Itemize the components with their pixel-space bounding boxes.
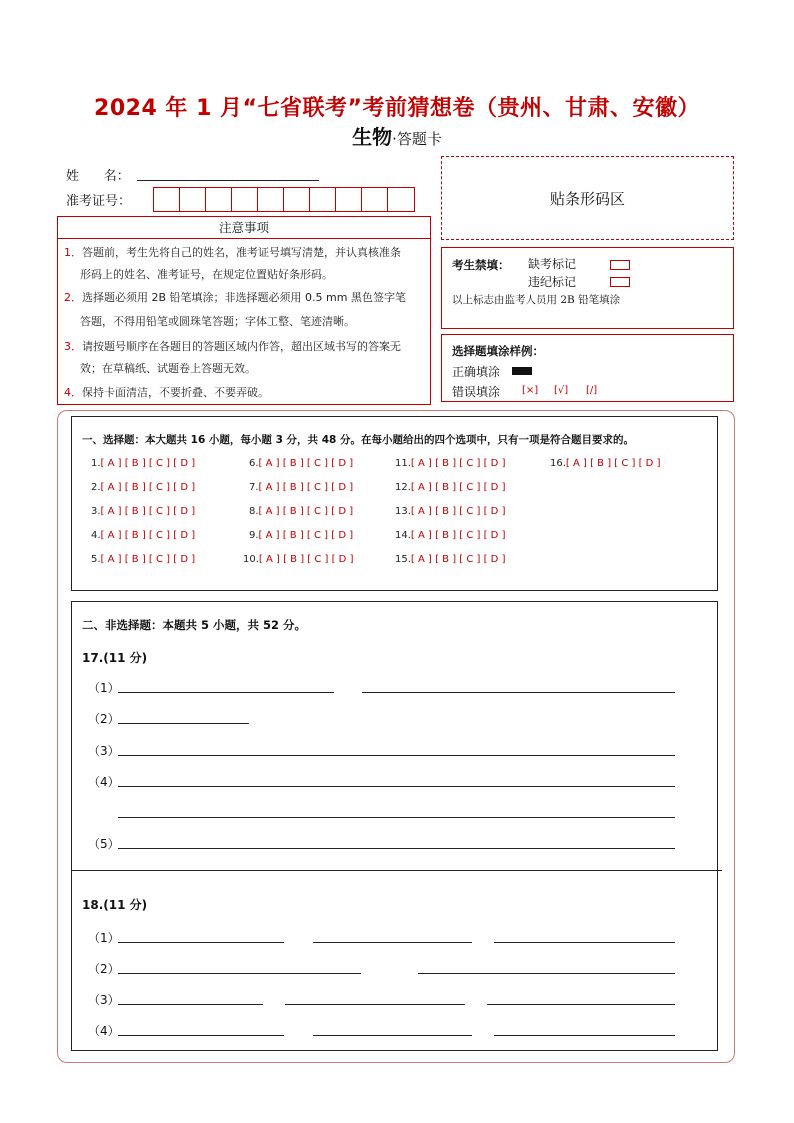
name-label: 姓 名： bbox=[66, 169, 130, 184]
notice-line: 2．选择题必须用 2B 铅笔填涂；非选择题必须用 0.5 mm 黑色签字笔 bbox=[64, 291, 406, 304]
question-number: 15. bbox=[395, 554, 411, 565]
answer-line[interactable] bbox=[118, 692, 334, 693]
answer-line[interactable] bbox=[494, 1035, 675, 1036]
barcode-area: 贴条形码区 bbox=[441, 156, 734, 240]
proctor-marks-panel bbox=[441, 247, 734, 329]
answer-bubbles[interactable]: [ A ] [ B ] [ C ] [ D ] bbox=[258, 530, 354, 541]
q17-part-label: （5） bbox=[88, 837, 120, 851]
q18-part-label: （1） bbox=[88, 931, 120, 945]
answer-line[interactable] bbox=[118, 1035, 284, 1036]
answer-line[interactable] bbox=[487, 1004, 675, 1005]
choice-question[interactable] bbox=[243, 554, 353, 565]
id-digit-box[interactable] bbox=[310, 188, 336, 211]
choice-question[interactable] bbox=[249, 482, 353, 493]
answer-bubbles[interactable]: [ A ] [ B ] [ C ] [ D ] bbox=[258, 554, 354, 565]
answer-line[interactable] bbox=[313, 1035, 472, 1036]
absent-checkbox[interactable] bbox=[610, 260, 630, 270]
free-response-section bbox=[71, 601, 718, 1051]
marks-note: 以上标志由监考人员用 2B 铅笔填涂 bbox=[452, 294, 621, 306]
choice-question[interactable] bbox=[395, 530, 505, 541]
question-number: 5. bbox=[91, 554, 101, 565]
page-title: 2024 年 1 月“七省联考”考前猜想卷（贵州、甘肃、安徽） bbox=[94, 96, 700, 121]
wrong-sample-2: [√] bbox=[554, 385, 569, 396]
choice-section bbox=[71, 416, 718, 591]
answer-line[interactable] bbox=[362, 692, 675, 693]
answer-bubbles[interactable]: [ A ] [ B ] [ C ] [ D ] bbox=[100, 458, 196, 469]
id-digit-box[interactable] bbox=[284, 188, 310, 211]
choice-question[interactable] bbox=[249, 506, 353, 517]
answer-line[interactable] bbox=[494, 942, 675, 943]
absent-label: 缺考标记 bbox=[528, 257, 577, 271]
answer-line[interactable] bbox=[118, 942, 284, 943]
id-digit-box[interactable] bbox=[154, 188, 180, 211]
answer-bubbles[interactable]: [ A ] [ B ] [ C ] [ D ] bbox=[258, 506, 354, 517]
id-digit-box[interactable] bbox=[232, 188, 258, 211]
answer-line[interactable] bbox=[313, 942, 472, 943]
answer-bubbles[interactable]: [ A ] [ B ] [ C ] [ D ] bbox=[100, 482, 196, 493]
question-divider bbox=[72, 870, 722, 871]
id-digit-box[interactable] bbox=[362, 188, 388, 211]
free-section-title: 二、非选择题：本题共 5 小题，共 52 分。 bbox=[82, 618, 307, 632]
answer-line[interactable] bbox=[118, 723, 249, 724]
wrong-label: 错误填涂 bbox=[452, 385, 501, 399]
wrong-sample-1: [×] bbox=[522, 385, 539, 396]
answer-line[interactable] bbox=[118, 817, 675, 818]
answer-line[interactable] bbox=[118, 848, 675, 849]
question-number: 14. bbox=[395, 530, 411, 541]
choice-question[interactable] bbox=[395, 482, 505, 493]
q17-label: 17.(11 分) bbox=[82, 651, 148, 665]
choice-question[interactable] bbox=[91, 530, 195, 541]
subject-suffix: ·答题卡 bbox=[392, 130, 442, 148]
id-digit-box[interactable] bbox=[206, 188, 232, 211]
notice-line: 效；在草稿纸、试题卷上答题无效。 bbox=[80, 362, 256, 375]
q17-part-label: （3） bbox=[88, 744, 120, 758]
answer-bubbles[interactable]: [ A ] [ B ] [ C ] [ D ] bbox=[258, 458, 354, 469]
answer-bubbles[interactable]: [ A ] [ B ] [ C ] [ D ] bbox=[100, 506, 196, 517]
answer-bubbles[interactable]: [ A ] [ B ] [ C ] [ D ] bbox=[100, 554, 196, 565]
sample-title: 选择题填涂样例： bbox=[452, 344, 544, 358]
answer-line[interactable] bbox=[118, 755, 675, 756]
q17-part-label: （2） bbox=[88, 712, 120, 726]
violation-checkbox[interactable] bbox=[610, 277, 630, 287]
choice-question[interactable] bbox=[91, 506, 195, 517]
answer-bubbles[interactable]: [ A ] [ B ] [ C ] [ D ] bbox=[100, 530, 196, 541]
fill-sample-panel bbox=[441, 334, 734, 402]
exam-id-boxes[interactable] bbox=[153, 187, 415, 212]
q18-part-label: （3） bbox=[88, 993, 120, 1007]
notice-heading: 注意事项 bbox=[58, 217, 430, 239]
answer-line[interactable] bbox=[118, 1004, 263, 1005]
choice-question[interactable] bbox=[395, 458, 505, 469]
question-number: 3. bbox=[91, 506, 101, 517]
violation-label: 违纪标记 bbox=[528, 275, 577, 289]
correct-label: 正确填涂 bbox=[452, 365, 501, 379]
question-number: 10. bbox=[243, 554, 259, 565]
choice-question[interactable] bbox=[91, 554, 195, 565]
question-number: 2. bbox=[91, 482, 101, 493]
name-field[interactable] bbox=[137, 180, 319, 181]
question-number: 12. bbox=[395, 482, 411, 493]
correct-fill-sample bbox=[512, 367, 532, 375]
answer-bubbles[interactable]: [ A ] [ B ] [ C ] [ D ] bbox=[410, 482, 506, 493]
question-number: 4. bbox=[91, 530, 101, 541]
answer-line[interactable] bbox=[118, 973, 361, 974]
id-digit-box[interactable] bbox=[180, 188, 206, 211]
id-digit-box[interactable] bbox=[258, 188, 284, 211]
id-label: 准考证号： bbox=[66, 194, 132, 209]
question-number: 11. bbox=[395, 458, 411, 469]
question-number: 9. bbox=[249, 530, 259, 541]
choice-question[interactable] bbox=[91, 482, 195, 493]
answer-bubbles[interactable]: [ A ] [ B ] [ C ] [ D ] bbox=[565, 458, 661, 469]
id-digit-box[interactable] bbox=[336, 188, 362, 211]
question-number: 1. bbox=[91, 458, 101, 469]
choice-question[interactable] bbox=[91, 458, 195, 469]
notice-line: 4．保持卡面清洁，不要折叠、不要弄破。 bbox=[64, 386, 269, 399]
notice-line: 3．请按题号顺序在各题目的答题区域内作答，超出区域书写的答案无 bbox=[64, 340, 401, 353]
answer-line[interactable] bbox=[118, 786, 675, 787]
notice-line: 答题，不得用铅笔或圆珠笔答题；字体工整、笔迹清晰。 bbox=[80, 315, 355, 328]
notice-line: 1．答题前，考生先将自己的姓名，准考证号填写清楚，并认真核准条 bbox=[64, 246, 401, 259]
q18-label: 18.(11 分) bbox=[82, 898, 148, 912]
answer-bubbles[interactable]: [ A ] [ B ] [ C ] [ D ] bbox=[410, 554, 506, 565]
q17-part-label: （4） bbox=[88, 775, 120, 789]
marks-label: 考生禁填： bbox=[452, 258, 510, 272]
answer-bubbles[interactable]: [ A ] [ B ] [ C ] [ D ] bbox=[410, 506, 506, 517]
answer-bubbles[interactable]: [ A ] [ B ] [ C ] [ D ] bbox=[410, 458, 506, 469]
wrong-sample-3: [/] bbox=[586, 385, 598, 396]
q18-part-label: （4） bbox=[88, 1024, 120, 1038]
answer-line[interactable] bbox=[418, 973, 675, 974]
choice-question[interactable] bbox=[395, 554, 505, 565]
choice-question[interactable] bbox=[395, 506, 505, 517]
question-number: 16. bbox=[550, 458, 566, 469]
choice-question[interactable] bbox=[249, 530, 353, 541]
subject-name: 生物 bbox=[352, 125, 393, 149]
choice-question[interactable] bbox=[249, 458, 353, 469]
answer-bubbles[interactable]: [ A ] [ B ] [ C ] [ D ] bbox=[410, 530, 506, 541]
question-number: 8. bbox=[249, 506, 259, 517]
q17-part-label: （1） bbox=[88, 681, 120, 695]
q18-part-label: （2） bbox=[88, 962, 120, 976]
answer-line[interactable] bbox=[285, 1004, 465, 1005]
choice-section-title: 一、选择题：本大题共 16 小题，每小题 3 分，共 48 分。在每小题给出的四个选项中，只有一项是符合题目要求的。 bbox=[82, 434, 634, 446]
id-digit-box[interactable] bbox=[388, 188, 414, 211]
notice-line: 形码上的姓名、准考证号，在规定位置贴好条形码。 bbox=[80, 268, 333, 281]
question-number: 7. bbox=[249, 482, 259, 493]
notice-panel bbox=[57, 216, 431, 405]
answer-bubbles[interactable]: [ A ] [ B ] [ C ] [ D ] bbox=[258, 482, 354, 493]
question-number: 13. bbox=[395, 506, 411, 517]
choice-question[interactable] bbox=[550, 458, 660, 469]
subject-title bbox=[0, 121, 794, 150]
question-number: 6. bbox=[249, 458, 259, 469]
